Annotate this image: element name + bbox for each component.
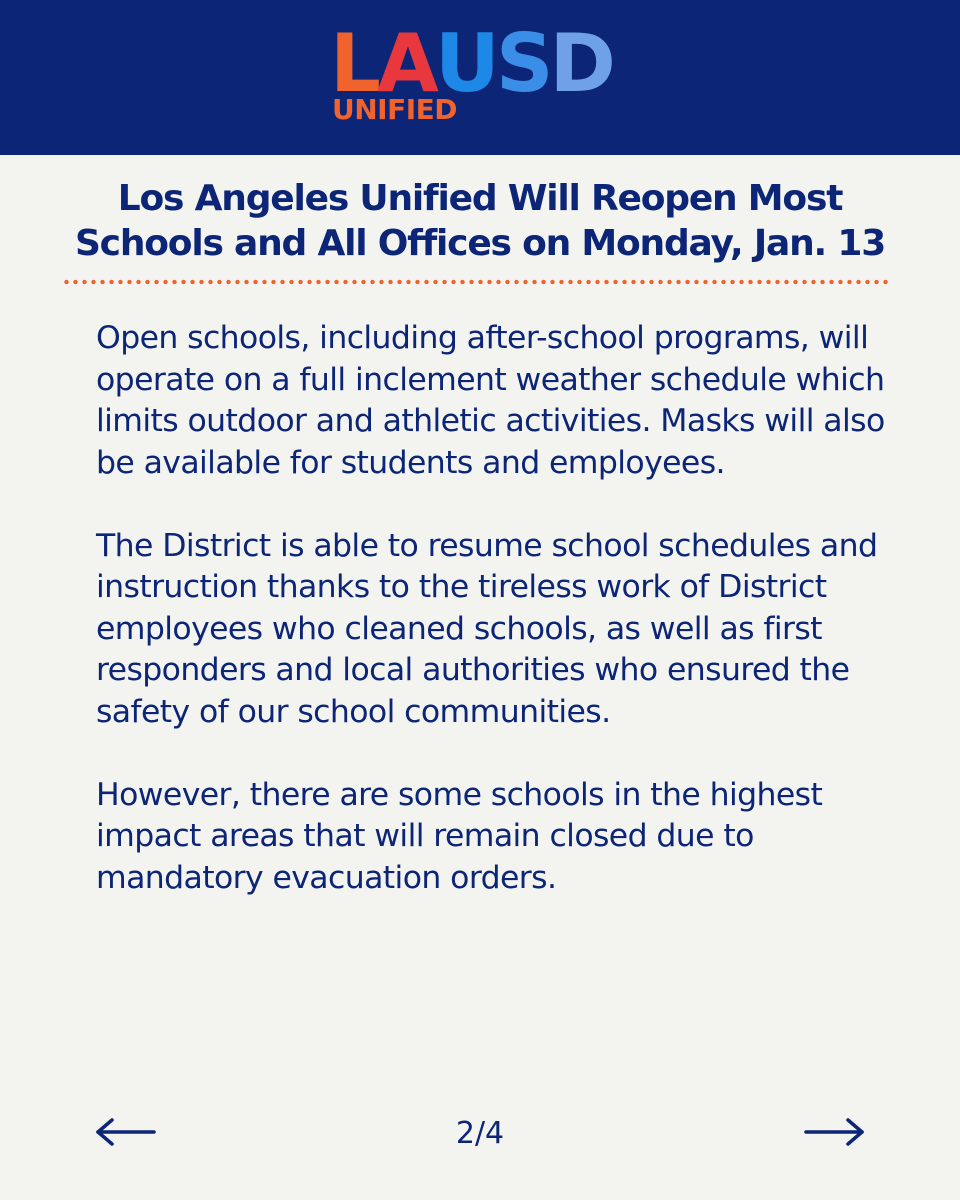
paragraph-1: Open schools, including after-school programs, will operate on a full inclement weather schedule which limits outdoor and athletic activities. Masks will also be available for students and employees. bbox=[96, 320, 885, 481]
arrow-left-icon bbox=[94, 1116, 158, 1148]
dotted-divider bbox=[62, 279, 890, 285]
page-indicator: 2/4 bbox=[455, 1116, 505, 1151]
logo-letter-l: L bbox=[330, 17, 377, 110]
logo-letter-a: A bbox=[376, 17, 435, 110]
next-button[interactable] bbox=[802, 1116, 866, 1148]
body-text bbox=[96, 318, 886, 899]
header-banner bbox=[0, 0, 960, 155]
lausd-logo bbox=[330, 17, 640, 126]
paragraph-2: The District is able to resume school schedules and instruction thanks to the tireless work of District employees who cleaned schools, as well as first responders and local authorities who ensured the safety of our school communities. bbox=[96, 527, 878, 730]
logo-letter-u: U bbox=[434, 17, 496, 110]
logo-letter-s: S bbox=[495, 17, 550, 110]
title-line-2: Schools and All Offices on Monday, Jan. 13 bbox=[74, 223, 886, 264]
logo-letter-d: D bbox=[549, 17, 612, 110]
prev-button[interactable] bbox=[94, 1116, 158, 1148]
page-title bbox=[30, 176, 930, 266]
title-line-1: Los Angeles Unified Will Reopen Most bbox=[117, 178, 843, 219]
paragraph-3: However, there are some schools in the highest impact areas that will remain closed due to mandatory evacuation orders. bbox=[96, 776, 823, 896]
logo-subtitle: UNIFIED bbox=[332, 93, 458, 126]
arrow-right-icon bbox=[802, 1116, 866, 1148]
